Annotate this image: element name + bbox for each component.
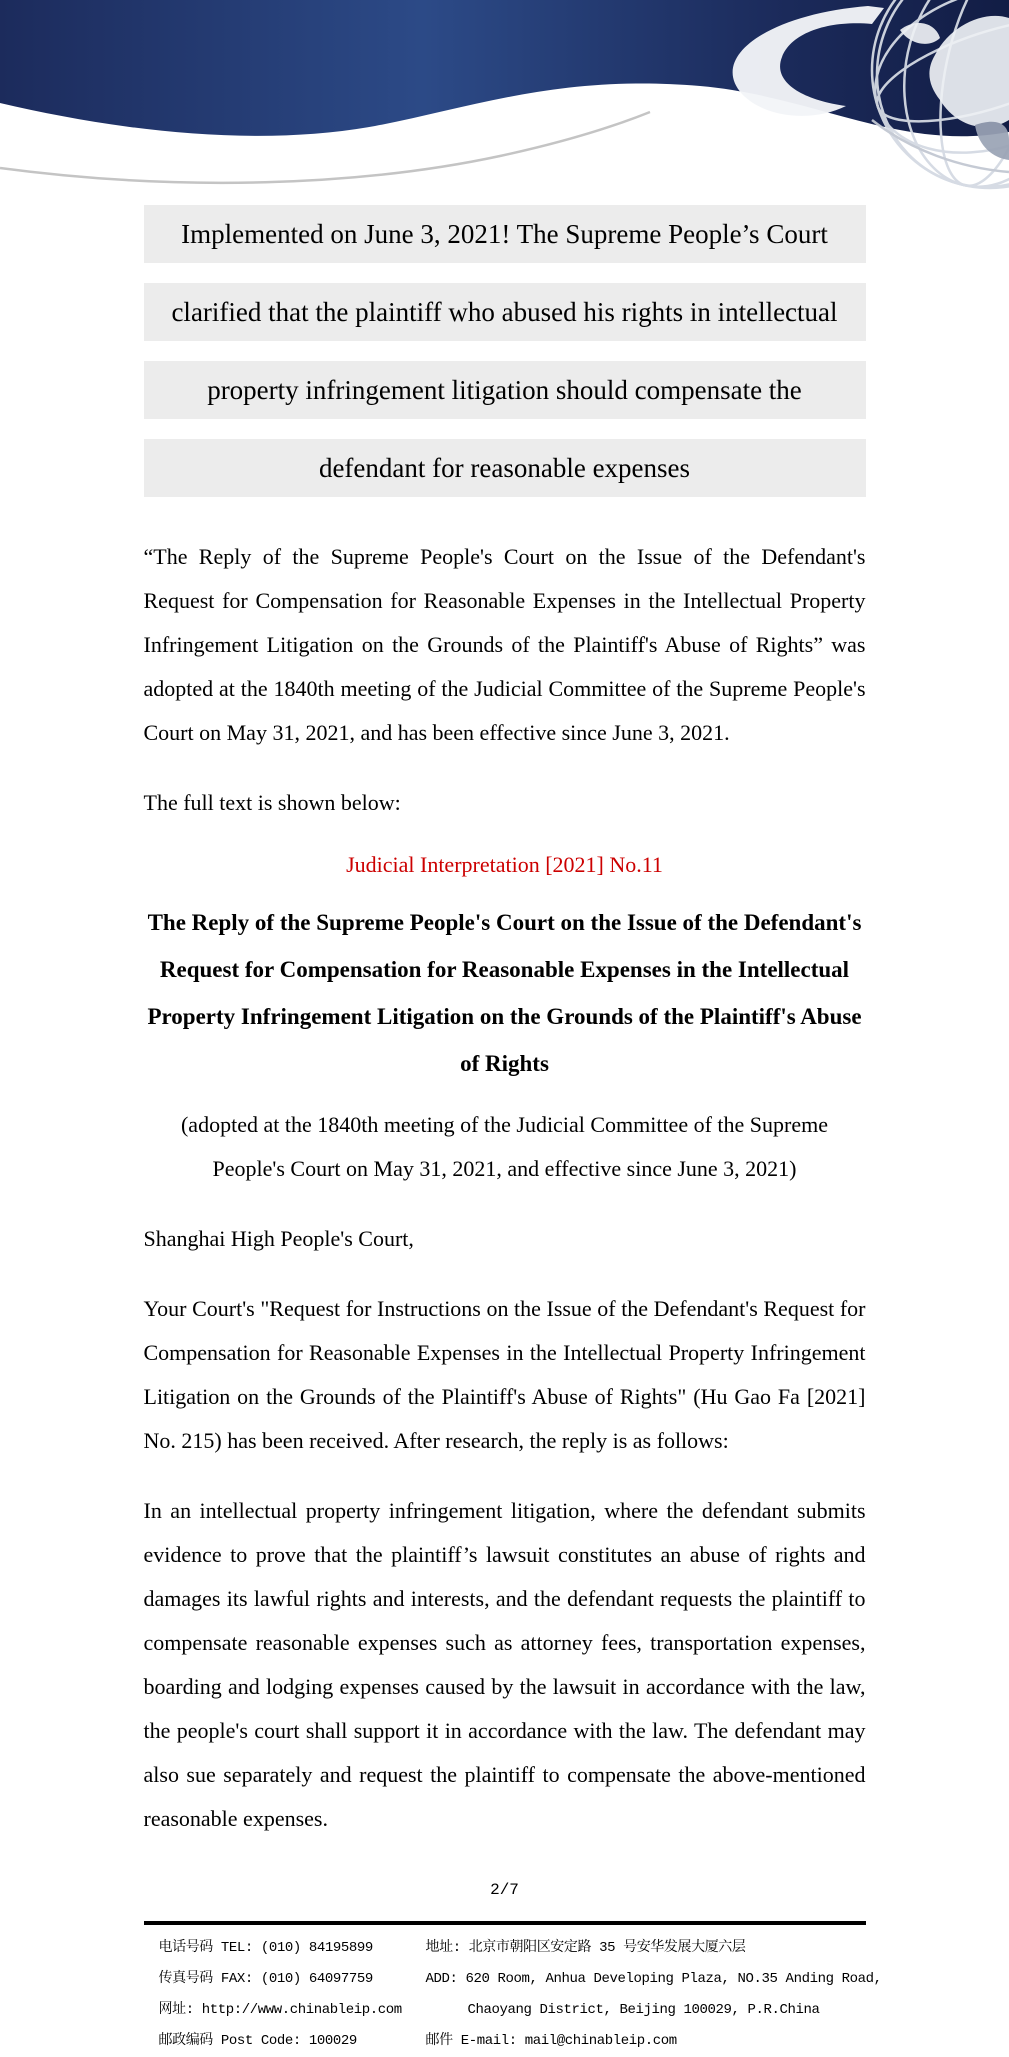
adoption-note: (adopted at the 1840th meeting of the Judicial Committee of the Supreme People's Court on May 31, 2021, and effective since June 3, 2021) (180, 1112, 828, 1181)
footer-contact-right-column (426, 1933, 882, 2057)
article-title-line-3: property infringement litigation should compensate the (144, 361, 866, 419)
page-header-banner (0, 0, 1009, 200)
paragraph-reply: In an intellectual property infringement litigation, where the defendant submits evidence to prove that the plaintiff’s lawsuit constitutes an abuse of rights and damages its lawful rights and interests, and the defendant requests the plaintiff to compensate reasonable expenses such as attorney fees, transportation expenses, boarding and lodging expenses caused by the lawsuit in accordance with the law, the people's court shall support it in accordance with the law. The defendant may also sue separately and request the plaintiff to compensate the above-mentioned reasonable expenses. (143, 1498, 866, 1831)
footer-address-cn: 地址: 北京市朝阳区安定路 35 号安华发展大厦六层 (425, 1940, 746, 1956)
footer-address-en-line-2: Chaoyang District, Beijing 100029, P.R.China (467, 2002, 820, 2018)
footer-contact (144, 1933, 882, 2057)
footer-fax: 传真号码 FAX: (010) 64097759 (158, 1971, 373, 1987)
salutation: Shanghai High People's Court, (143, 1226, 414, 1251)
paragraph-intro: “The Reply of the Supreme People's Court on the Issue of the Defendant's Request for Compensation for Reasonable Expenses in the Intellectual Property Infringement Litigation on the Grounds of the Plaintiff's Abuse of Rights” was adopted at the 1840th meeting of the Judicial Committee of the Supreme People's Court on May 31, 2021, and has been effective since June 3, 2021. (143, 544, 866, 745)
footer-contact-left-column (144, 1933, 426, 2057)
article-title (144, 205, 866, 497)
article-title-line-2: clarified that the plaintiff who abused his rights in intellectual (144, 283, 866, 341)
footer-address-en-line-1: ADD: 620 Room, Anhua Developing Plaza, NO.35 Anding Road, (425, 1971, 882, 1987)
paragraph-full-text-note: The full text is shown below: (143, 790, 401, 815)
reply-heading: The Reply of the Supreme People's Court on the Issue of the Defendant's Request for Compensation for Reasonable Expenses in the Intellectual Property Infringement Litigation on the Grounds of the Plaintiff's Abuse of Rights (147, 910, 862, 1076)
footer-postcode: 邮政编码 Post Code: 100029 (158, 2033, 357, 2049)
footer-tel: 电话号码 TEL: (010) 84195899 (158, 1940, 373, 1956)
article-title-line-4: defendant for reasonable expenses (144, 439, 866, 497)
document-content (143, 205, 882, 2057)
footer-email: 邮件 E-mail: mail@chinableip.com (425, 2033, 677, 2049)
footer-website: 网址: http://www.chinableip.com (158, 2002, 402, 2018)
page-number: 2/7 (490, 1881, 519, 1899)
doc-number: Judicial Interpretation [2021] No.11 (346, 852, 663, 877)
footer-divider (144, 1921, 866, 1925)
paragraph-request: Your Court's "Request for Instructions on the Issue of the Defendant's Request for Compensation for Reasonable Expenses in the Intellectual Property Infringement Litigation on the Grounds of the Plaintiff's Abuse of Rights" (Hu Gao Fa [2021] No. 215) has been received. After research, the reply is as follows: (143, 1296, 866, 1453)
header-banner-graphic (0, 0, 1009, 200)
article-title-line-1: Implemented on June 3, 2021! The Supreme People’s Court (144, 205, 866, 263)
